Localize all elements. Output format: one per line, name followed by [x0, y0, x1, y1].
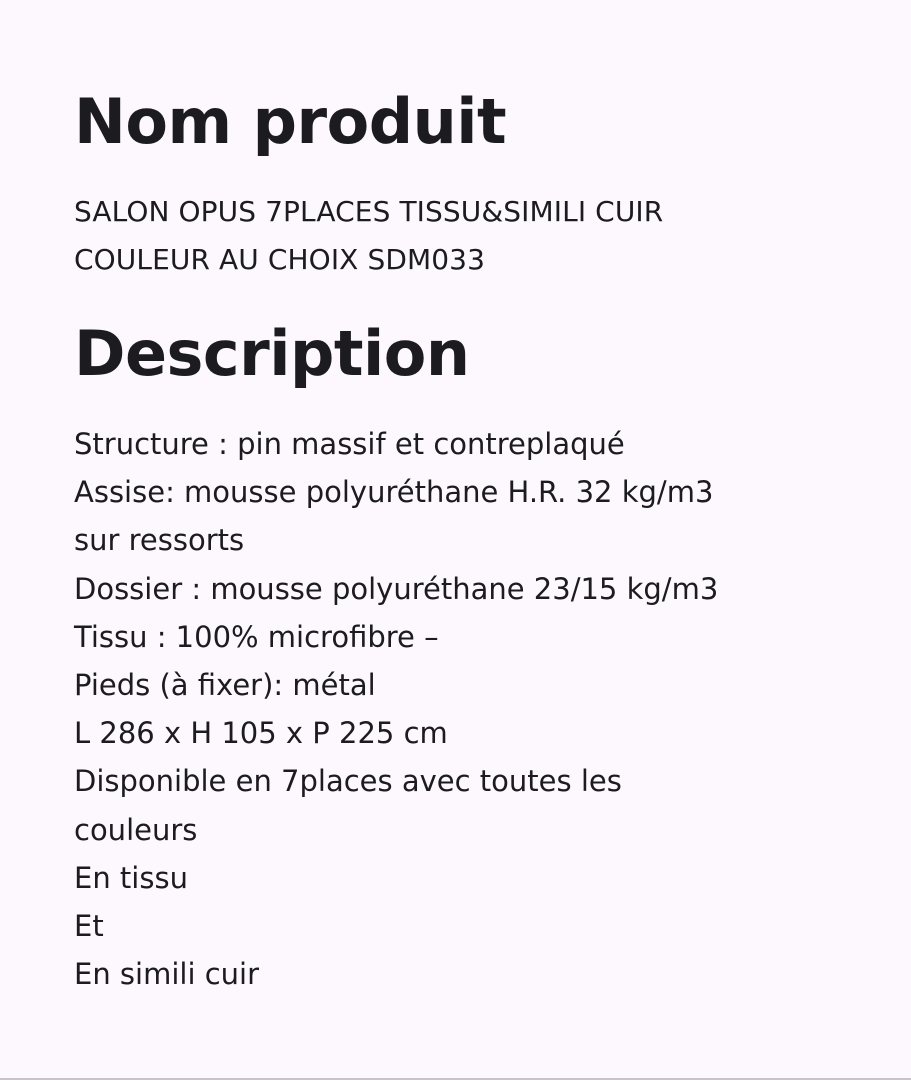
product-name-line: SALON OPUS 7PLACES TISSU&SIMILI CUIR [74, 195, 664, 228]
product-name-heading: Nom produit [74, 85, 507, 158]
product-name-line: COULEUR AU CHOIX SDM033 [74, 243, 485, 276]
description-line: Assise: mousse polyuréthane H.R. 32 kg/m3 [74, 475, 714, 510]
description-line: Structure : pin massif et contreplaqué [74, 427, 625, 461]
description-line: Dossier : mousse polyuréthane 23/15 kg/m3 [74, 571, 719, 606]
description-line: couleurs [74, 812, 198, 847]
description-line: Tissu : 100% microfibre – [74, 619, 439, 654]
description-line: L 286 x H 105 x P 225 cm [74, 716, 448, 751]
description-text [74, 420, 874, 998]
description-line: Et [74, 909, 104, 944]
description-line: Disponible en 7places avec toutes les [74, 764, 622, 799]
description-line: sur ressorts [74, 523, 245, 558]
description-line: En simili cuir [74, 957, 260, 992]
description-line: Pieds (à fixer): métal [74, 668, 376, 703]
description-heading: Description [74, 317, 470, 390]
description-line: En tissu [74, 860, 188, 895]
product-name [74, 188, 874, 284]
product-details [74, 82, 874, 998]
